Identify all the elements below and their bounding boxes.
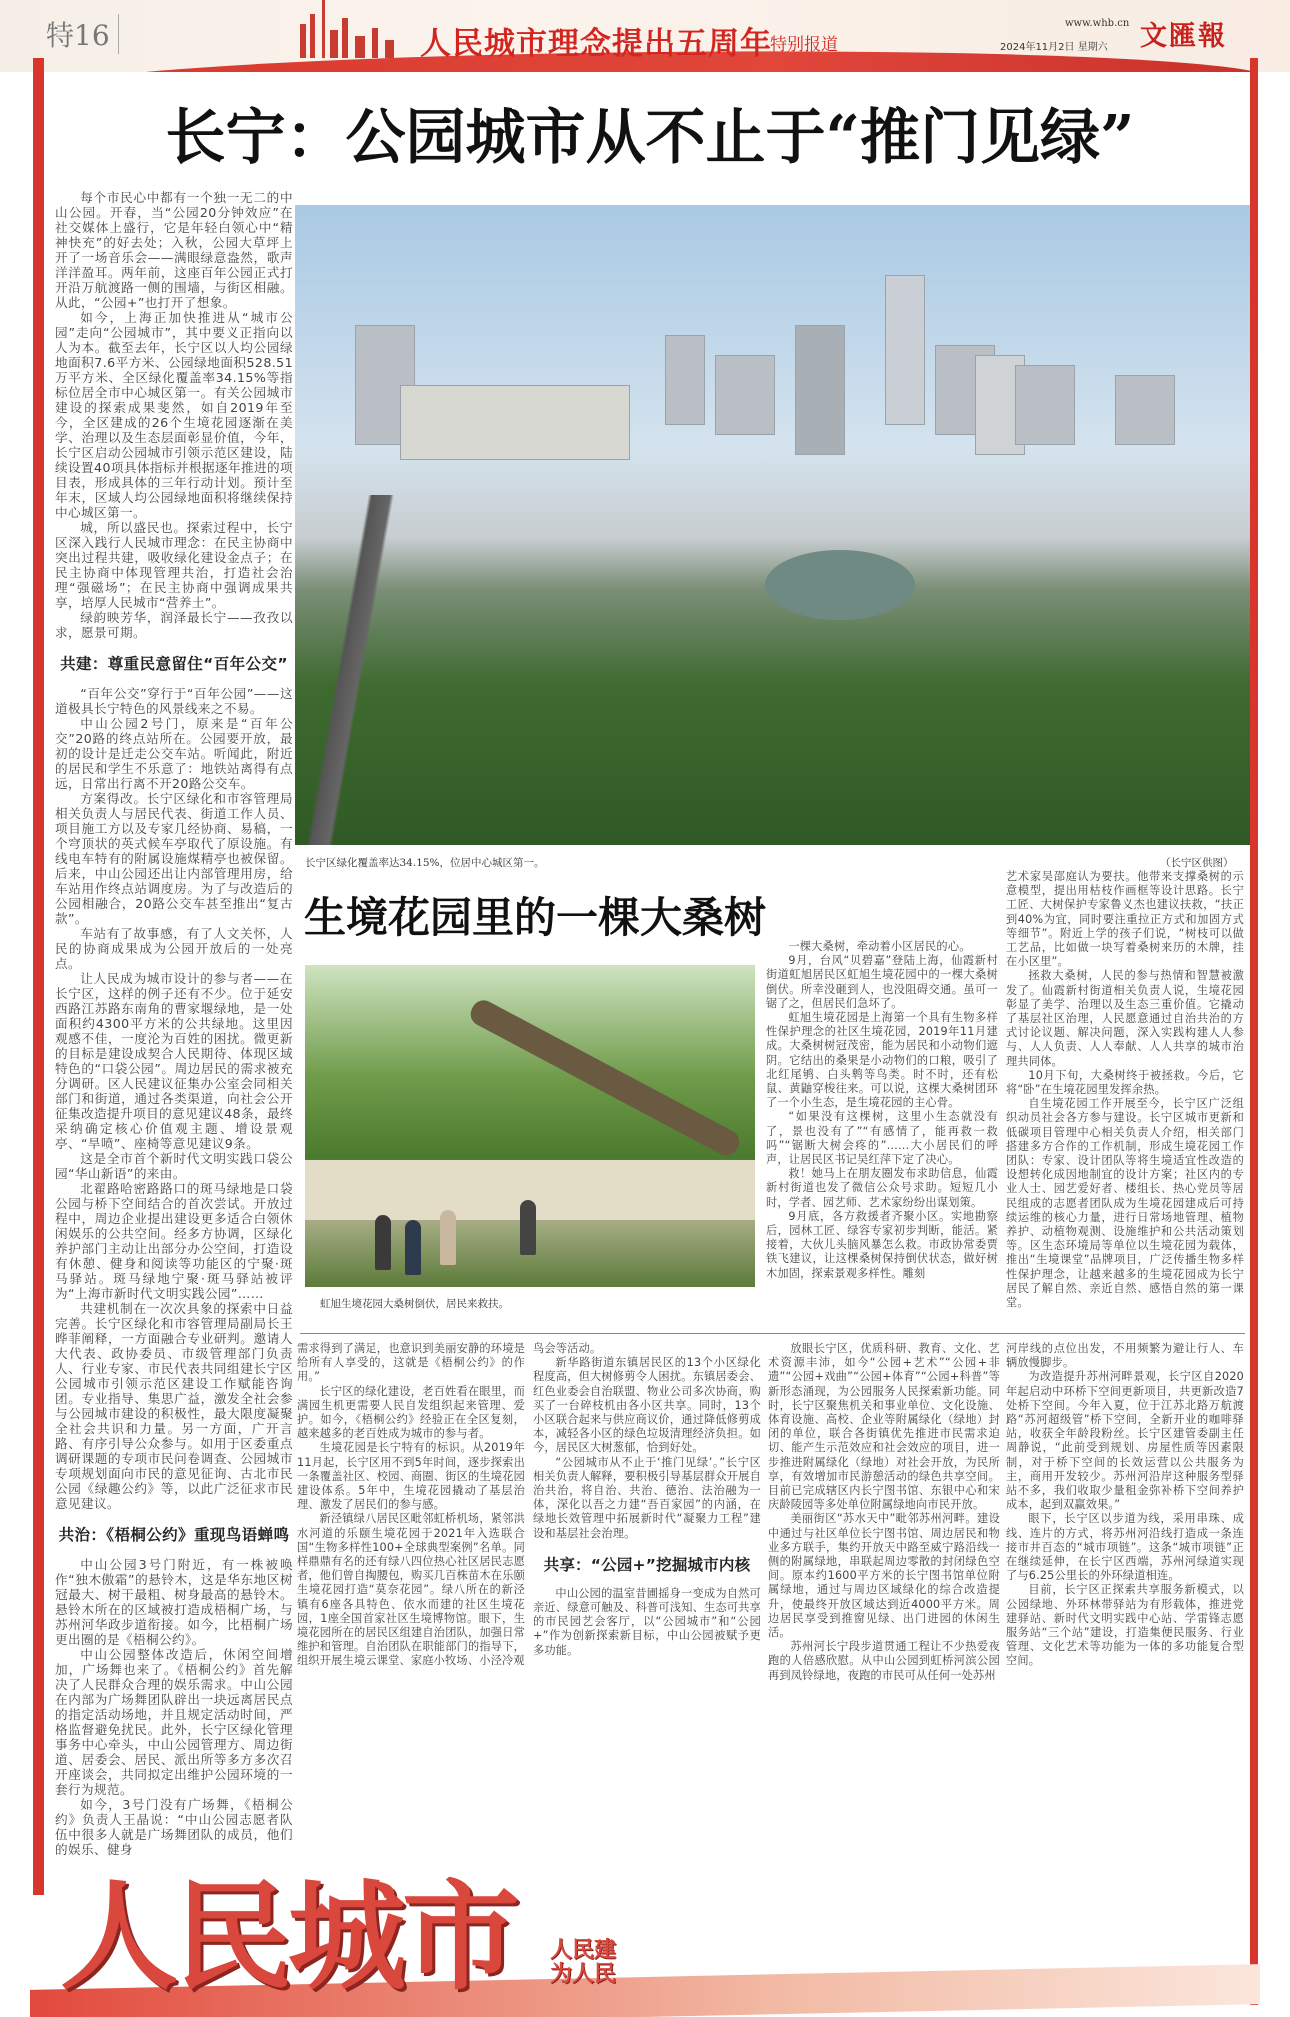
logo-side-line-2: 为人民 [550, 1962, 617, 1987]
photo-caption: 长宁区绿化覆盖率达34.15%，位居中心城区第一。 [305, 857, 545, 869]
section-divider [300, 1333, 1245, 1334]
article-paragraph: 9月底，各方救援者齐聚小区。实地勘察后，园林工匠、绿容专家初步判断，能活。紧接着，大伙儿头脑风暴怎么救。市政协常委贾铁飞建议，让这棵桑树保持倒伏状态，做好树木加固，探索景观多样性。雕刻 [766, 1209, 998, 1280]
article-paragraph: 美丽街区“苏水天中”毗邻苏州河畔。建设中通过与社区单位长宁图书馆、周边居民和物业多方联手，集约开放天中路至威宁路沿线一侧的附属绿地，串联起周边零散的封闭绿色空间。原本约1600平方米的长宁图书馆单位附属绿地，通过与周边区域绿化的综合改造提升，使最终开放区域达到近4000平方米。周边居民享受到推窗见绿、出门进园的休闲生活。 [768, 1512, 1000, 1640]
section-heading: 共建：尊重民意留住“百年公交” [60, 655, 288, 673]
article-paragraph: 9月，台风“贝碧嘉”登陆上海，仙霞新村街道虹旭居民区虹旭生境花园中的一棵大桑树倒伏。所幸没砸到人，也没阻碍交通。虽可一锯了之，但居民们急坏了。 [766, 954, 998, 1010]
park-lake [765, 550, 915, 620]
article-paragraph: 为改造提升苏州河畔景观，长宁区自2020年起启动中环桥下空间更新项目，共更新改造7处桥下空间。今年入夏，位于江苏北路万航渡路“苏河超级管”桥下空间，全新开业的咖啡驿站，收获全年龄段粉丝。长宁区建管委副主任周静说，“此前受到规划、房屋性质等因素限制，对于桥下空间的长效运营以公共服务为主，商用开发较少。苏州河沿岸这种服务型驿站不多，我们收取少量租金弥补桥下空间养护成本，起到双赢效果。” [1006, 1370, 1244, 1512]
article-paragraph: 需求得到了满足，也意识到美丽安静的环境是给所有人享受的，这就是《梧桐公约》的作用。” [297, 1342, 525, 1384]
article-paragraph: “如果没有这棵树，这里小生态就没有了，景也没有了”“有感情了，能再救一救吗”“锯断大树会疼的”……大小居民们的呼声，让居民区书记吴红萍下定了决心。 [766, 1110, 998, 1167]
page-number: 特16 [46, 14, 119, 54]
article-paragraph: 北翟路哈密路路口的斑马绿地是口袋公园与桥下空间结合的首次尝试。开放过程中，周边企业提出建设更多适合白领休闲娱乐的公共空间。经多方协调，区绿化养护部门主动让出部分办公空间，打造设有休憩、健身和阅读等功能区的宁聚·斑马驿站。斑马绿地宁聚·斑马驿站被评为“上海市新时代文明实践公园”…… [55, 1181, 293, 1301]
logo-side-line-1: 人民建 [550, 1938, 617, 1963]
logo-main-text: 人民城市 [60, 1868, 517, 2006]
section-heading: 共享：“公园+”挖掘城市内核 [543, 1555, 751, 1574]
article-paragraph: 中山公园的温室昔圃摇身一变成为自然可亲近、绿意可触及、科普可浅知、生态可共享的市民园艺会客厅，以“公园城市”和“公园+”作为创新探索新目标，中山公园被赋予更多功能。 [533, 1586, 761, 1657]
section-heading: 共治：《梧桐公约》重现鸟语蝉鸣 [58, 1526, 290, 1544]
article-paragraph: 绿韵映芳华，润泽最长宁——孜孜以求，愿景可期。 [55, 610, 293, 640]
article-paragraph: 城，所以盛民也。探索过程中，长宁区深入践行人民城市理念：在民主协商中突出过程共建，吸收绿化建设金点子；在民主协商中体现管理共治，打造社会治理“强磁场”；在民主协商中强调成果共享，培厚人民城市“营养土”。 [55, 520, 293, 610]
article-paragraph: 每个市民心中都有一个独一无二的中山公园。开春，当“公园20分钟效应”在社交媒体上盛行，它是年轻白领心中“精神快充”的好去处；入秋，公园大草坪上开了一场音乐会——满眼绿意盎然，歌声洋洋盈耳。两年前，这座百年公园正式打开沿万航渡路一侧的围墙，与街区相融。从此，“公园+”也打开了想象。 [55, 190, 293, 310]
article-paragraph: 自生境花园工作开展至今，长宁区广泛组织动员社会各方参与建设。长宁区城市更新和低碳项目管理中心相关负责人介绍，相关部门搭建多方合作的工作机制，形成生境花园工作团队：专家、设计团队等将生境适宜性改造的设想转化成因地制宜的设计方案；社区内的专业人士、园艺爱好者、楼组长、热心党员等居民组成的志愿者团队成为生境花园建成后可持续运维的核心力量，进行日常场地管理、植物养护、动植物观测、设施维护和公共活动策划等。区生态环境局等单位以生境花园为载体，推出“生境课堂”品牌项目，广泛传播生物多样性保护理念，让越来越多的生境花园成为长宁居民了解自然、亲近自然、感悟自然的第一课堂。 [1006, 1097, 1244, 1310]
article-paragraph: 生境花园是长宁特有的标识。从2019年11月起，长宁区用不到5年时间，逐步探索出一条覆盖社区、校园、商圈、街区的生境花园建设体系。5年中，生境花园撬动了基层治理、激发了居民们的参与感。 [297, 1441, 525, 1512]
article-paragraph: 方案得改。长宁区绿化和市容管理局相关负责人与居民代表、街道工作人员、项目施工方以及专家几经协商、易稿，一个穹顶状的英式候车亭取代了原设施。有线电车特有的附属设施煤精亭也被保留。后来，中山公园还出让内部管理用房，给车站用作终点站调度房。为了与改造后的公园相融合，20路公交车甚至推出“复古款”。 [55, 791, 293, 926]
article-paragraph: 长宁区的绿化建设，老百姓看在眼里，而满园生机更需要人民自发组织起来管理、爱护。如今，《梧桐公约》经验正在全区复刻，越来越多的老百姓成为城市的参与者。 [297, 1384, 525, 1441]
issue-date: 2024年11月2日 星期六 [1000, 42, 1108, 53]
article-paragraph: 拯救大桑树，人民的参与热情和智慧被激发了。仙霞新村街道相关负责人说，生境花园彰显了美学、治理以及生态三重价值。它撬动了基层社区治理，人民愿意通过自治共治的方式讨论议题、解决问题，深入实践构建人人参与、人人负责、人人奉献、人人共享的城市治理共同体。 [1006, 969, 1244, 1068]
left-red-frame [33, 58, 44, 1895]
tree-article-column-b [1006, 870, 1244, 1310]
article-paragraph: 目前，长宁区正探索共享服务新模式，以公园绿地、外环林带驿站为有形载体，推进党建驿站、新时代文明实践中心站、学雷锋志愿服务站“三个站”建设，打造集便民服务、行业管理、文化艺术等功能为一体的多功能复合型空间。 [1006, 1583, 1244, 1668]
article-paragraph: 一棵大桑树，牵动着小区居民的心。 [788, 940, 971, 953]
article-paragraph: 救！她马上在朋友圈发布求助信息，仙霞新村街道也发了微信公众号求助。短短几小时，学者、园艺师、艺术家纷纷出谋划策。 [766, 1167, 998, 1209]
paper-logo: 文匯報 [1140, 21, 1227, 52]
people-city-logo [30, 1867, 1260, 2017]
article-paragraph: 如今，上海正加快推进从“城市公园”走向“公园城市”，其中要义正指向以人为本。截至去年，长宁区以人均公园绿地面积7.6平方米、公园绿地面积528.51万平方米、全区绿化覆盖率34.15%等指标位居全市中心城区第一。有关公园城市建设的探索成果斐然，如自2019年至今，全区建成的26个生境花园逐渐在美学、治理以及生态层面彰显价值，今年，长宁区启动公园城市引领示范区建设，陆续设置40项具体指标并根据逐年推进的项目表，形成具体的三年行动计划。预计至年末，区域人均公园绿地面积将继续保持中心城区第一。 [55, 310, 293, 520]
lower-column-4 [1006, 1342, 1244, 1669]
article-paragraph: “百年公交”穿行于“百年公园”——这道极具长宁特色的风景线来之不易。 [55, 686, 293, 716]
right-red-frame [1250, 58, 1258, 2005]
main-headline: 长宁：公园城市从不止于“推门见绿” [165, 103, 1135, 173]
article-paragraph: 河岸线的点位出发，不用频繁为避让行人、车辆放慢脚步。 [1006, 1342, 1244, 1370]
lower-column-3 [768, 1342, 1000, 1683]
article-paragraph: 让人民成为城市设计的参与者——在长宁区，这样的例子还有不少。位于延安西路江苏路东南角的曹家堰绿地，是一处面积约4300平方米的公共绿地。这里因观感不佳，一度沦为百姓的困扰。微更新的目标是建设成契合人民期待、体现区域特色的“口袋公园”。周边居民的需求被充分调研。区人民建议征集办公室会同相关部门和街道，通过各类渠道，向社会公开征集改造提升项目的意见建议48条，最终采纳确定核心价值观主题、增设景观亭、“旱喷”、座椅等意见建议9条。 [55, 971, 293, 1151]
website: www.whb.cn [1065, 18, 1130, 29]
article-paragraph: 这是全市首个新时代文明实践口袋公园“华山新语”的来由。 [55, 1151, 293, 1181]
article-paragraph: 新华路街道东镇居民区的13个小区绿化程度高，但大树修剪令人困扰。东镇居委会、红色业委会自治联盟、物业公司多次协商，购买了一台碎枝机由各小区共享。同时，13个小区联合起来与供应商议价，通过降低修剪成本，减轻各小区的绿色垃圾清理经济负担。如今，居民区大树葱郁，恰到好处。 [533, 1356, 761, 1455]
article-paragraph: 如今，3号门没有广场舞，《梧桐公约》负责人王晶说：“中山公园志愿者队伍中很多人就是广场舞团队的成员，他们的娱乐、健身 [55, 1797, 293, 1857]
lower-column-2 [533, 1342, 761, 1658]
left-column [55, 190, 293, 1857]
article-paragraph: 共建机制在一次次具象的探索中日益完善。长宁区绿化和市容管理局副局长王晔菲阐释，一方面融合专业研判。邀请人大代表、政协委员、市级管理部门负责人、行业专家、市民代表共同组建长宁区公园城市引领示范区建设工作赋能咨询团。专业指导、集思广益，激发全社会参与公园城市建设的积极性，最大限度凝聚全社会共识和力量。另一方面，广开言路、有序引导公众参与。如用于区委重点调研课题的专项市民问卷调查、公园城市专项规划面向市民的意见征询、古北市民公园《绿趣公约》等，以此广泛征求市民意见建议。 [55, 1301, 293, 1511]
article-paragraph: 眼下，长宁区以步道为线，采用串珠、成线、连片的方式，将苏州河沿线打造成一条连接市井百态的“城市项链”。这条“城市项链”正在继续延伸，在长宁区西端，苏州河绿道实现了与6.25公里长的外环绿道相连。 [1006, 1512, 1244, 1583]
article-paragraph: 鸟会等活动。 [533, 1342, 602, 1355]
cityscape-park-photo [295, 205, 1250, 845]
photo-credit: （长宁区供图） [1160, 857, 1234, 869]
article-paragraph: “公园城市从不止于‘推门见绿’。”长宁区相关负责人解释，要积极引导基层群众开展自治共治，将自治、共治、德治、法治融为一体，深化以吾之力建“吾百家园”的内涵，在绿地长效管理中拓展新时代“凝聚力工程”建设和基层社会治理。 [533, 1455, 761, 1540]
article-paragraph: 中山公园3号门附近，有一株被唤作“独木傲霜”的悬铃木，这是华东地区树冠最大、树干最粗、树身最高的悬铃木。悬铃木所在的区域被打造成梧桐广场，与苏州河华政步道衔接。如今，比梧桐广场更出圈的是《梧桐公约》。 [55, 1557, 293, 1647]
article-paragraph: 新泾镇绿八居民区毗邻虹桥机场，紧邻洪水河道的乐颐生境花园于2021年入选联合国“生物多样性100+全球典型案例”名单。同样鼎鼎有名的还有绿八四位热心社区居民志愿者，他们曾自掏腰包，购买几百株苗木在乐颐生境花园打造“莫奈花园”。绿八所在的新泾镇有6座各具特色、依水而建的社区生境花园，1座全国首家社区生境博物馆。眼下，生境花园所在的居民区组建自治团队，加强日常维护和管理。自治团队在职能部门的指导下，组织开展生境云课堂、家庭小牧场、小泾冷观 [297, 1512, 525, 1668]
fallen-mulberry-tree-photo [305, 965, 755, 1287]
tree-article-column-a [766, 940, 998, 1281]
tree-article-headline: 生境花园里的一棵大桑树 [303, 893, 766, 942]
article-paragraph: 虹旭生境花园是上海第一个具有生物多样性保护理念的社区生境花园，2019年11月建成。大桑树树冠茂密，能为居民和小动物们遮阴。它结出的桑果是小动物们的口粮，吸引了北红尾鸲、白头鹎等鸟类。时不时，还有松鼠、黄鼬穿梭往来。可以说，这棵大桑树团环了一个小生态，是生境花园的主心骨。 [766, 1011, 998, 1110]
article-paragraph: 中山公园整体改造后，休闲空间增加，广场舞也来了。《梧桐公约》首先解决了人民群众合理的娱乐需求。中山公园在内部为广场舞团队辟出一块远离居民点的指定活动场地，并且规定活动时间，严格监督避免扰民。此外，长宁区绿化管理事务中心牵头，中山公园管理方、周边街道、居委会、居民、派出所等多方多次召开座谈会，共同拟定出维护公园环境的一套行为规范。 [55, 1647, 293, 1797]
tree-photo-caption: 虹旭生境花园大桑树倒伏，居民来救扶。 [320, 1298, 509, 1310]
series-title: 人民城市理念提出五周年 [420, 26, 772, 62]
page-header [0, 0, 1290, 72]
article-paragraph: 10月下旬，大桑树终于被拯救。今后，它将“卧”在生境花园里发挥余热。 [1006, 1068, 1244, 1097]
article-paragraph: 中山公园2号门，原来是“百年公交”20路的终点站所在。公园要开放，最初的设计是迁走公交车站。听闻此，附近的居民和学生不乐意了：地铁站离得有点远，日常出行离不开20路公交车。 [55, 716, 293, 791]
article-paragraph: 放眼长宁区，优质科研、教育、文化、艺术资源丰沛，如今“公园+艺术”“公园+非遗”“公园+戏曲”“公园+体育”“公园+科普”等新形态涌现，为公园服务人民探索新功能。同时，长宁区聚焦机关和事业单位、文化设施、体育设施、高校、企业等附属绿化（绿地）封闭的单位，联合各街镇优先推进市民需求迫切、能产生示范效应和社会效应的项目，进一步推进附属绿化（绿地）对社会开放，为民所享，有效增加市民游憩活动的绿色共享空间。目前已完成辖区内长宁图书馆、东银中心和宋庆龄陵园等多处单位附属绿地向市民开放。 [768, 1342, 1000, 1512]
lower-column-1 [297, 1342, 525, 1669]
article-paragraph: 车站有了故事感，有了人文关怀，人民的协商成果成为公园开放后的一处亮点。 [55, 926, 293, 971]
series-subtitle: 特别报道 [770, 35, 838, 55]
logo-side-text [550, 1939, 616, 1987]
article-paragraph: 苏州河长宁段步道贯通工程让不少热爱夜跑的人倍感欣慰。从中山公园到虹桥河滨公园再到凤铃绿地，夜跑的市民可从任何一处苏州 [768, 1640, 1000, 1682]
article-paragraph: 艺术家吴邵庭认为要扶。他带来支撑桑树的示意模型，提出用枯枝作画框等设计思路。长宁工匠、大树保护专家鲁义杰也建议扶救，“扶正到40%为宜，同时要注重拉正方式和加固方式等细节”。附近上学的孩子们说，“树枝可以做工艺品，比如做一块写着桑树来历的木牌，挂在小区里”。 [1006, 870, 1244, 969]
